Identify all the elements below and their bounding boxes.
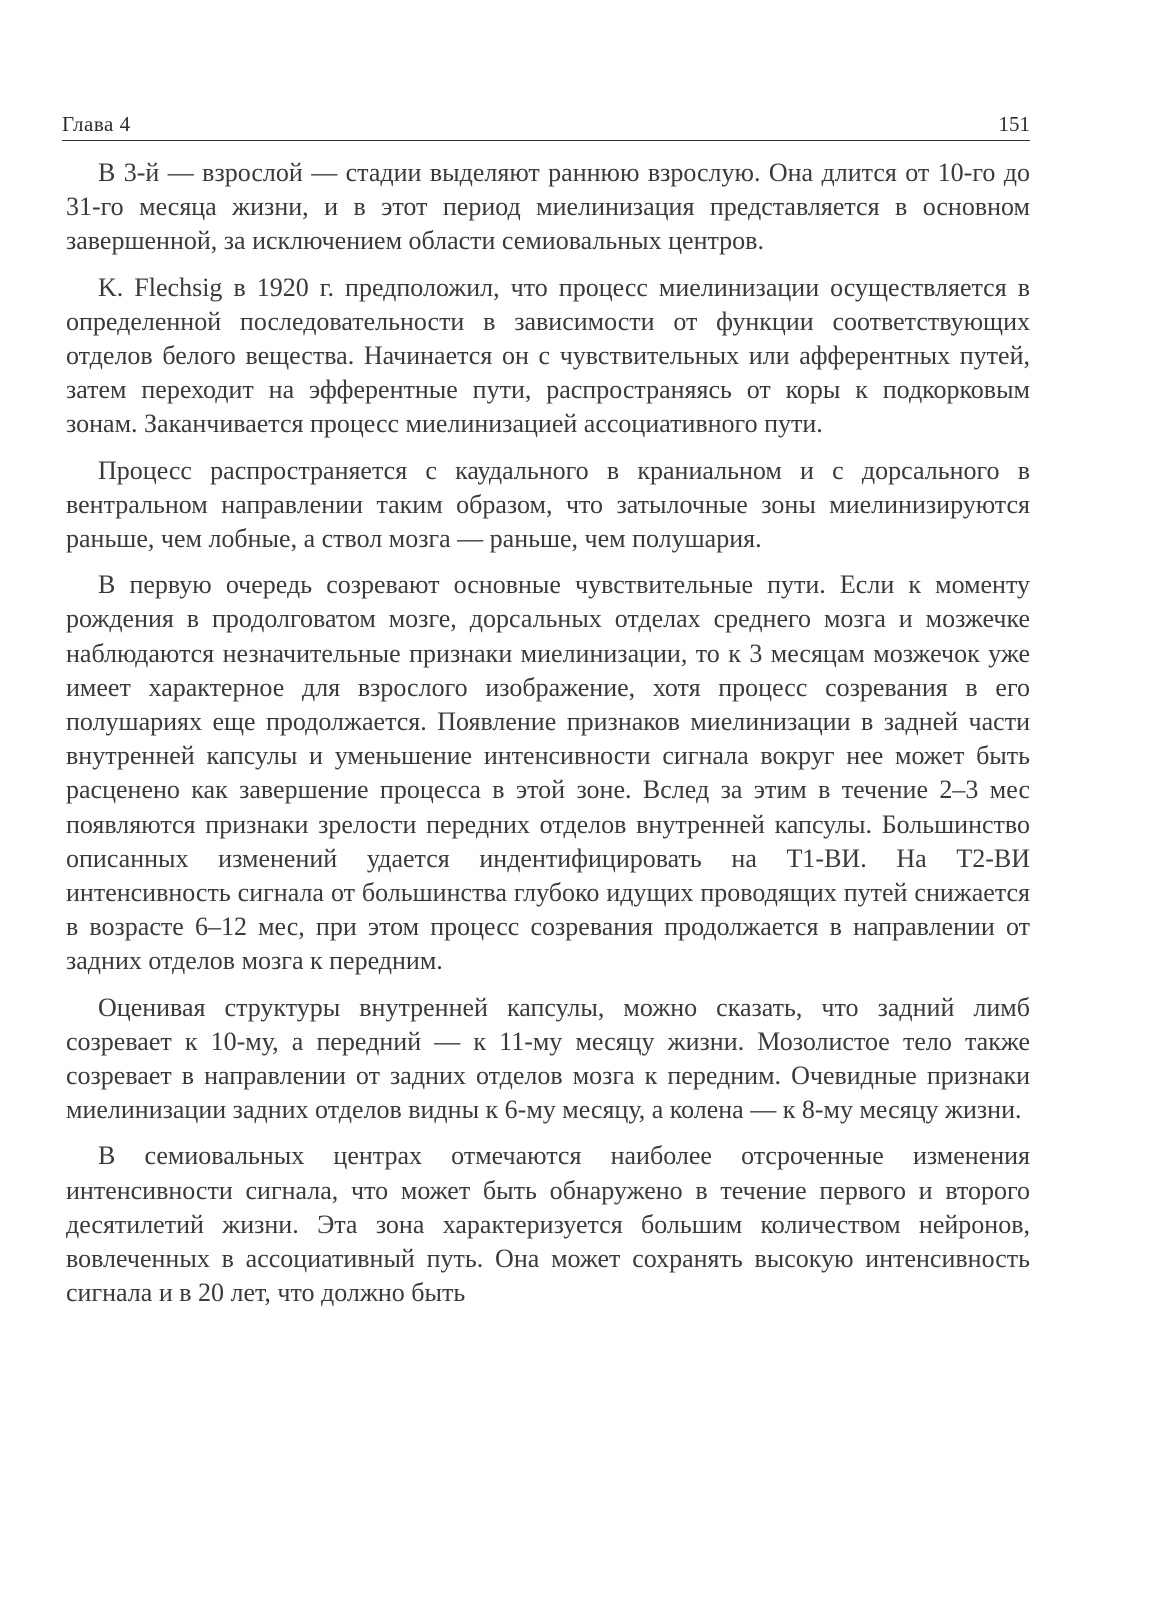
paragraph-2: K. Flechsig в 1920 г. предположил, что процесс миелинизации осуществляется в определенной последовательности в зависимости от функции соответствующих отделов белого вещества. Начинается он с чувствительных или афферентных путей, затем переходит на эфферентные пути, распространяясь от коры к подкорковым зонам. Заканчивается процесс миелинизацией ассоциативного пути. [66, 272, 1030, 439]
body-text [66, 156, 1030, 1323]
paragraph-3: Процесс распространяется с каудального в краниальном и с дорсального в вентральном направлении таким образом, что затылочные зоны миелинизируются раньше, чем лобные, а ствол мозга — раньше, чем полушария. [66, 455, 1030, 554]
chapter-label: Глава 4 [62, 112, 131, 136]
paragraph-5: Оценивая структуры внутренней капсулы, можно сказать, что задний лимб созревает к 10-му, а передний — к 11-му месяцу жизни. Мозолистое тело также созревает в направлении от задних отделов мозга к передним. Очевидные признаки миелинизации задних отделов видны к 6-му месяцу, а колена — к 8-му месяцу жизни. [66, 992, 1030, 1125]
page-number: 151 [998, 112, 1030, 136]
running-header [62, 110, 1030, 141]
paragraph-4: В первую очередь созревают основные чувствительные пути. Если к моменту рождения в продолговатом мозге, дорсальных отделах среднего мозга и мозжечке наблюдаются незначительные признаки миелинизации, то к 3 месяцам мозжечок уже имеет характерное для взрослого изображение, хотя процесс созревания в его полушариях еще продолжается. Появление признаков миелинизации в задней части внутренней капсулы и уменьшение интенсивности сигнала вокруг нее может быть расценено как завершение процесса в этой зоне. Вслед за этим в течение 2–3 мес появляются признаки зрелости передних отделов внутренней капсулы. Большинство описанных изменений удается индентифицировать на T1-ВИ. На T2-ВИ интенсивность сигнала от большинства глубоко идущих проводящих путей снижается в возрасте 6–12 мес, при этом процесс созревания продолжается в направлении от задних отделов мозга к передним. [66, 570, 1030, 976]
paragraph-6: В семиовальных центрах отмечаются наиболее отсроченные изменения интенсивности сигнала, что может быть обнаружено в течение первого и второго десятилетий жизни. Эта зона характеризуется большим количеством нейронов, вовлеченных в ассоциативный путь. Она может сохранять высокую интенсивность сигнала и в 20 лет, что должно быть [66, 1141, 1030, 1308]
paragraph-1: В 3-й — взрослой — стадии выделяют раннюю взрослую. Она длится от 10-го до 31-го месяца жизни, и в этот период миелинизация представляется в основном завершенной, за исключением области семиовальных центров. [66, 158, 1030, 256]
